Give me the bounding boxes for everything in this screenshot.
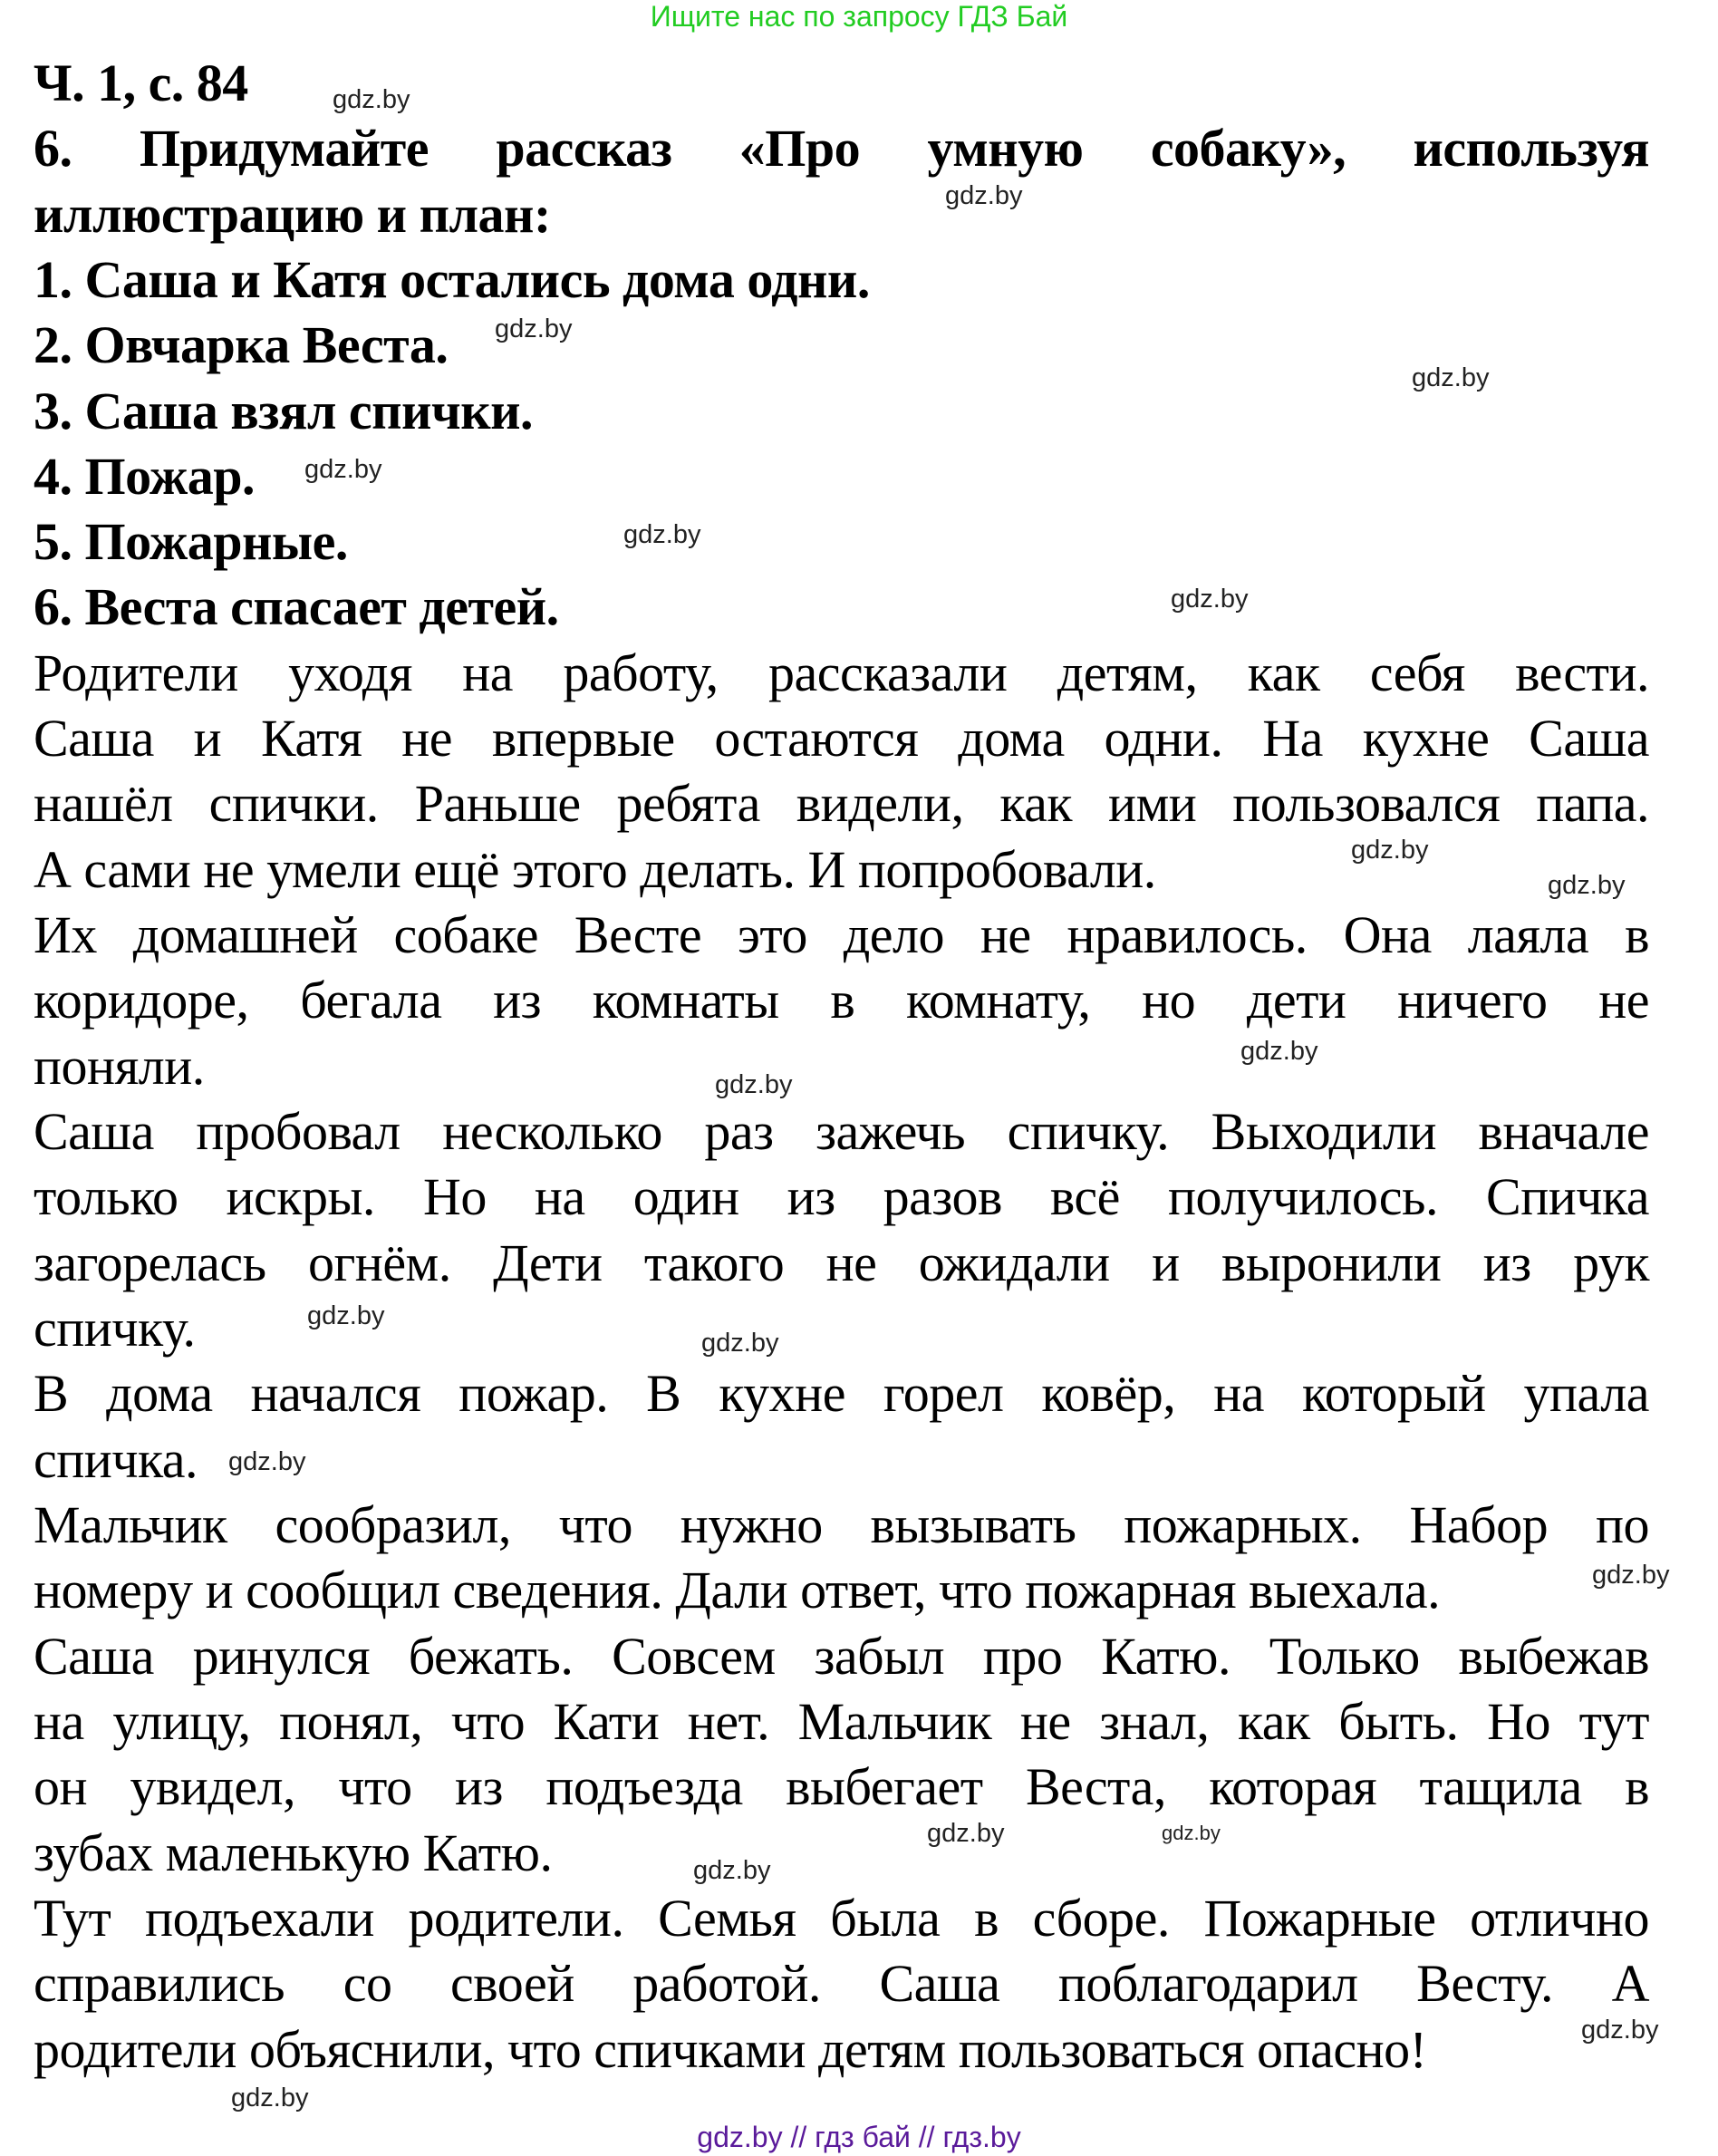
watermark: gdz.by (1581, 2016, 1659, 2045)
story-line: зубах маленькую Катю. (34, 1823, 553, 1882)
story-line: коридоре, бегала из комнаты в комнату, но дети ничего не (34, 971, 1649, 1030)
watermark: gdz.by (1171, 585, 1249, 614)
watermark: gdz.by (495, 314, 573, 343)
plan-item: 4. Пожар. (34, 447, 255, 506)
story-line: только искры. Но на один из разов всё получилось. Спичка (34, 1167, 1649, 1226)
watermark: gdz.by (715, 1070, 793, 1099)
watermark: gdz.by (1548, 871, 1626, 900)
watermark: gdz.by (1592, 1561, 1670, 1590)
story-line: Родители уходя на работу, рассказали детям, как себя вести. (34, 643, 1649, 702)
plan-item: 5. Пожарные. (34, 512, 348, 571)
watermark: gdz.by (1240, 1037, 1318, 1066)
top-banner: Ищите нас по запросу ГДЗ Бай (650, 0, 1068, 33)
story-line: родители объяснили, что спичками детям пользоваться опасно! (34, 2020, 1427, 2079)
story-line: Их домашней собаке Весте это дело не нравилось. Она лаяла в (34, 905, 1649, 964)
story-line: Саша пробовал несколько раз зажечь спичку. Выходили вначале (34, 1102, 1649, 1161)
story-line: поняли. (34, 1037, 205, 1096)
story-line: он увидел, что из подъезда выбегает Веста, которая тащила в (34, 1757, 1649, 1816)
story-line: А сами не умели ещё этого делать. И попробовали. (34, 840, 1156, 899)
watermark: gdz.by (945, 181, 1023, 210)
watermark: gdz.by (307, 1301, 385, 1330)
story-line: справились со своей работой. Саша поблагодарил Весту. А (34, 1954, 1649, 2013)
watermark: gdz.by (228, 1447, 306, 1476)
story-line: Саша и Катя не впервые остаются дома одни. На кухне Саша (34, 709, 1649, 768)
watermark: gdz.by (304, 455, 382, 484)
plan-item: 6. Веста спасает детей. (34, 577, 559, 636)
story-line: Саша ринулся бежать. Совсем забыл про Катю. Только выбежав (34, 1627, 1649, 1686)
watermark: gdz.by (231, 2083, 309, 2112)
watermark: gdz.by (701, 1329, 779, 1358)
watermark: gdz.by (1412, 363, 1490, 392)
story-line: спичку. (34, 1299, 196, 1358)
plan-item: 2. Овчарка Веста. (34, 315, 449, 374)
watermark: gdz.by (333, 85, 410, 114)
story-line: нашёл спички. Раньше ребята видели, как ими пользовался папа. (34, 774, 1649, 833)
plan-item: 1. Саша и Катя остались дома одни. (34, 250, 870, 309)
watermark: gdz.by (1351, 836, 1429, 865)
story-line: номеру и сообщил сведения. Дали ответ, что пожарная выехала. (34, 1561, 1441, 1619)
story-line: на улицу, понял, что Кати нет. Мальчик не знал, как быть. Но тут (34, 1692, 1649, 1751)
story-line: загорелась огнём. Дети такого не ожидали и выронили из рук (34, 1233, 1649, 1292)
watermark: gdz.by (693, 1856, 771, 1885)
watermark: gdz.by (927, 1819, 1005, 1848)
footer-links: gdz.by // гдз бай // гдз.by (697, 2121, 1021, 2153)
watermark: gdz.by (1162, 1822, 1221, 1844)
plan-item: 3. Саша взял спички. (34, 382, 534, 440)
story-line: Тут подъехали родители. Семья была в сборе. Пожарные отлично (34, 1889, 1649, 1948)
task-line: иллюстрацию и план: (34, 185, 551, 244)
story-line: Мальчик сообразил, что нужно вызывать пожарных. Набор по (34, 1495, 1649, 1554)
story-line: В дома начался пожар. В кухне горел ковёр, на который упала (34, 1364, 1649, 1423)
task-line: 6. Придумайте рассказ «Про умную собаку», используя (34, 119, 1649, 178)
story-line: спичка. (34, 1430, 198, 1489)
watermark: gdz.by (623, 520, 701, 549)
page-heading: Ч. 1, с. 84 (34, 53, 248, 112)
